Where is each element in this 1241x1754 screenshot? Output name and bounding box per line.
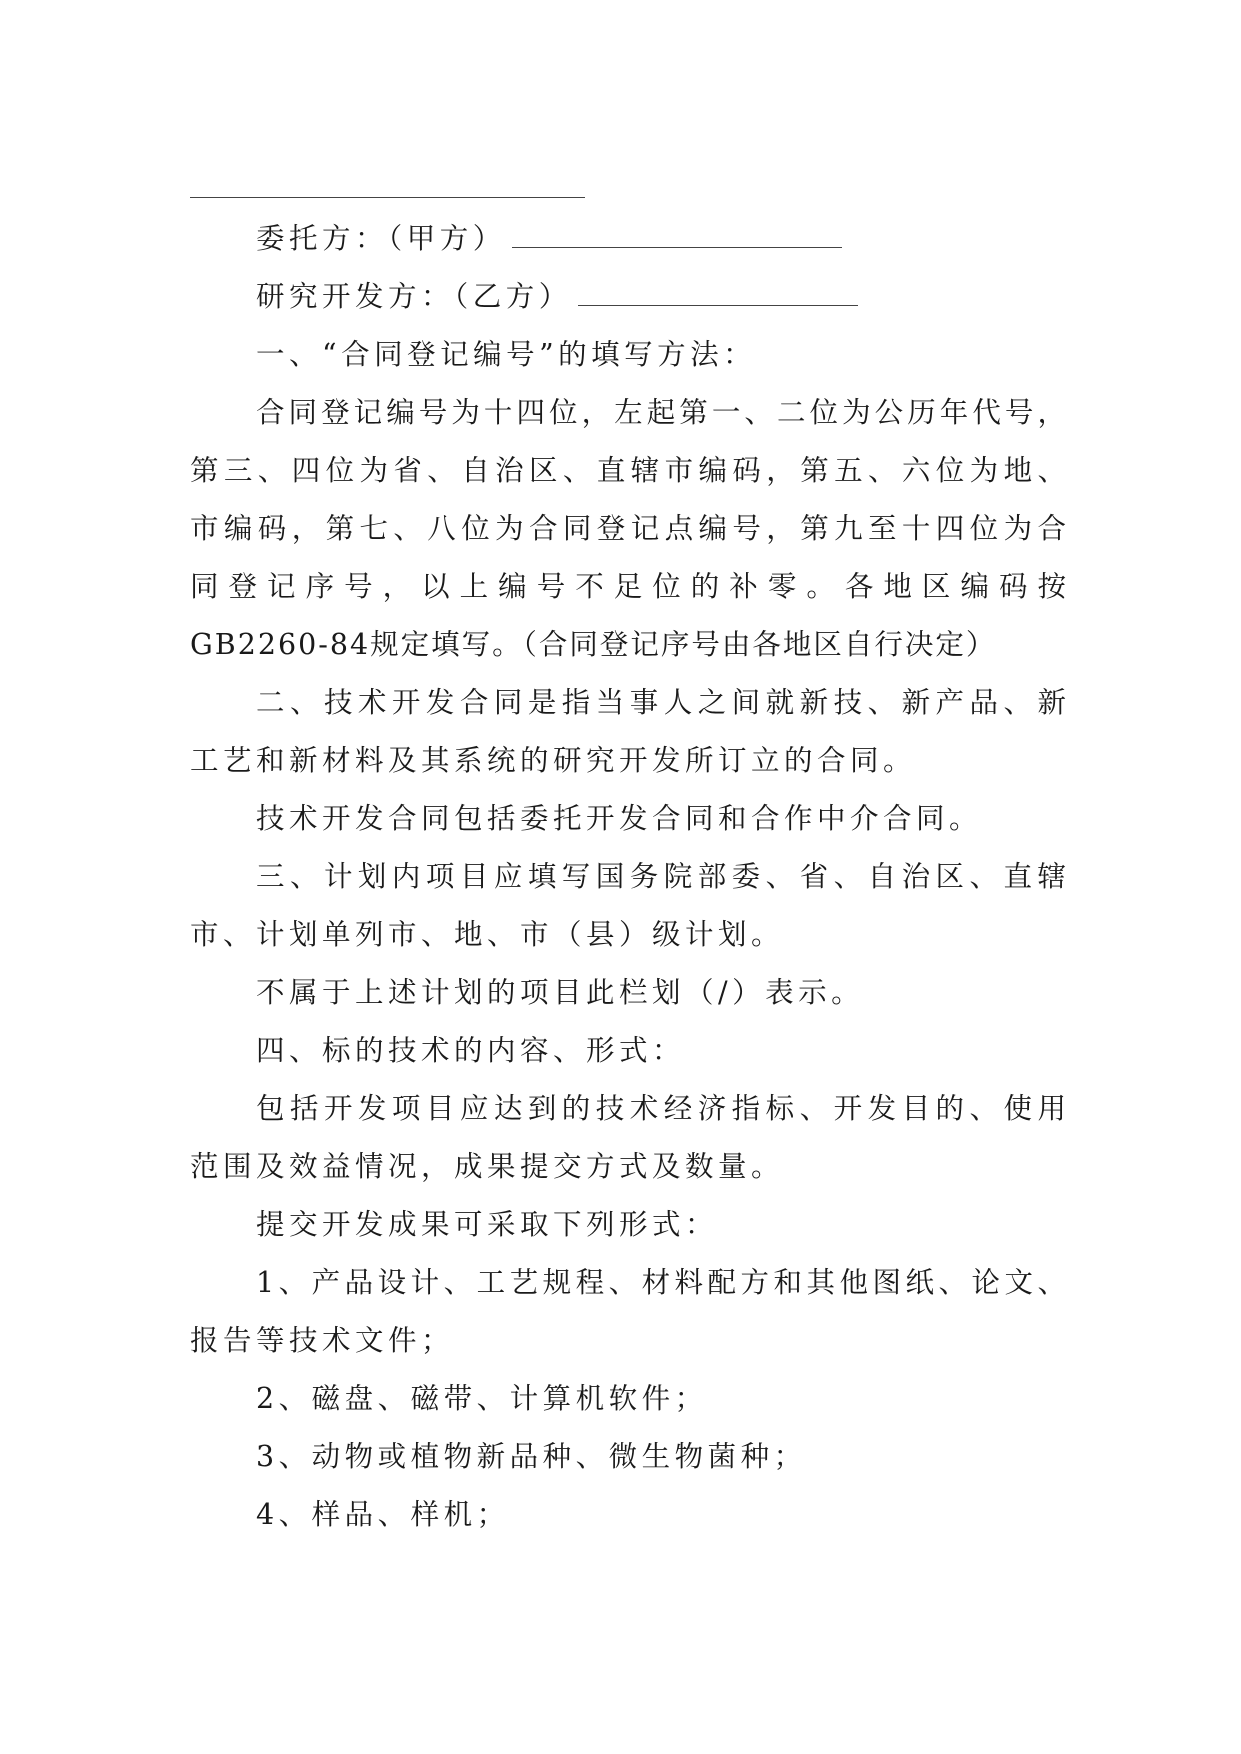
party-b-blank <box>578 279 858 306</box>
text-line: 第三、四位为省、自治区、直辖市编码，第五、六位为地、 <box>190 454 1068 487</box>
list-item: 4、样品、样机； <box>256 1498 510 1531</box>
list-item: 2、磁盘、磁带、计算机软件； <box>256 1382 708 1415</box>
text-line: GB2260-84规定填写。（合同登记序号由各地区自行决定） <box>190 628 997 661</box>
section-two-heading: 二、技术开发合同是指当事人之间就新技、新产品、新 <box>256 686 1068 719</box>
party-b-line <box>190 268 1068 326</box>
text-line: 提交开发成果可采取下列形式： <box>256 1208 719 1241</box>
list-item: 1、产品设计、工艺规程、材料配方和其他图纸、论文、 <box>256 1266 1068 1299</box>
section-three-heading: 三、计划内项目应填写国务院部委、省、自治区、直辖 <box>256 860 1068 893</box>
party-b-label: 研究开发方：（乙方） <box>256 280 572 313</box>
party-a-label: 委托方：（甲方） <box>256 222 506 255</box>
text-line: 范围及效益情况，成果提交方式及数量。 <box>190 1150 785 1183</box>
text-line: 工艺和新材料及其系统的研究开发所订立的合同。 <box>190 744 917 777</box>
top-rule <box>190 197 585 198</box>
text-line: 包括开发项目应达到的技术经济指标、开发目的、使用 <box>256 1092 1068 1125</box>
text-line: 技术开发合同包括委托开发合同和合作中介合同。 <box>256 802 983 835</box>
text-line: 市编码，第七、八位为合同登记点编号，第九至十四位为合 <box>190 512 1068 545</box>
text-line: 不属于上述计划的项目此栏划（/）表示。 <box>256 976 865 1009</box>
party-a-line <box>190 210 1068 268</box>
text-line: 合同登记编号为十四位，左起第一、二位为公历年代号， <box>256 396 1068 429</box>
section-four-heading: 四、标的技术的内容、形式： <box>256 1034 686 1067</box>
party-a-blank <box>512 221 842 248</box>
list-item: 3、动物或植物新品种、微生物菌种； <box>256 1440 807 1473</box>
document-body <box>190 210 1068 1544</box>
text-line: 报告等技术文件； <box>190 1324 455 1357</box>
text-line: 同登记序号，以上编号不足位的补零。各地区编码按 <box>190 570 1068 603</box>
section-one-heading: 一、“合同登记编号”的填写方法： <box>256 338 757 371</box>
text-line: 市、计划单列市、地、市（县）级计划。 <box>190 918 785 951</box>
